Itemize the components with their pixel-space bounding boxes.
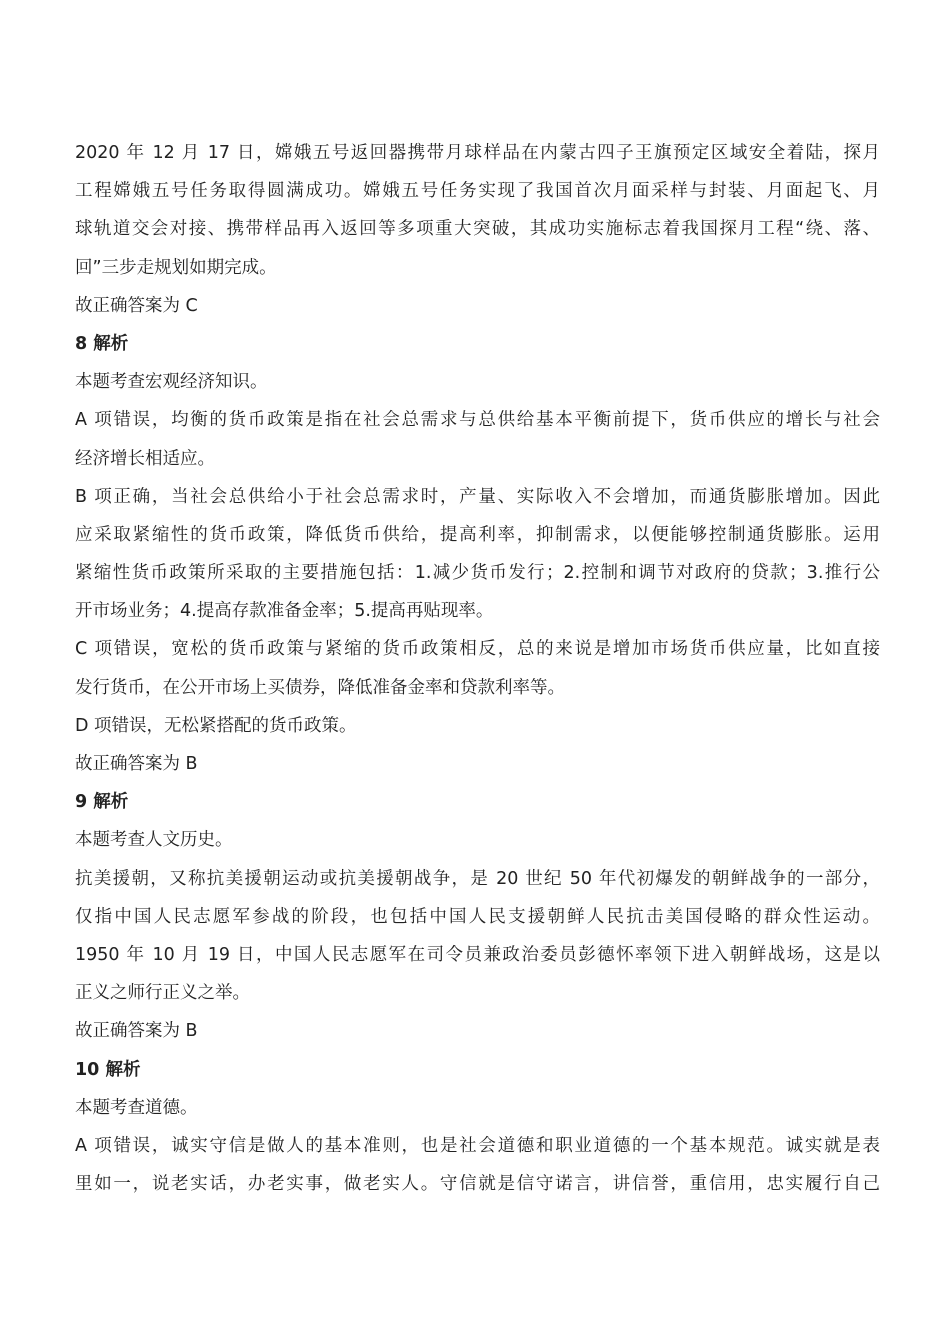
text-line: 里如一，说老实话，办老实事，做老实人。守信就是信守诺言，讲信誉，重信用，忠实履行自己	[75, 1174, 880, 1195]
section-heading: 8 解析	[75, 333, 129, 354]
text-line: A 项错误，均衡的货币政策是指在社会总需求与总供给基本平衡前提下，货币供应的增长与社会	[75, 410, 880, 431]
text-line: 故正确答案为 B	[75, 754, 198, 774]
text-line: B 项正确，当社会总供给小于社会总需求时，产量、实际收入不会增加，而通货膨胀增加。因此	[75, 486, 880, 507]
text-line: 2020 年 12 月 17 日，嫦娥五号返回器携带月球样品在内蒙古四子王旗预定区域安全着陆，探月	[75, 143, 880, 163]
text-line: 开市场业务；4.提高存款准备金率；5.提高再贴现率。	[75, 601, 494, 622]
text-line: 发行货币，在公开市场上买债券，降低准备金率和贷款利率等。	[75, 677, 565, 698]
text-line: 本题考查宏观经济知识。	[75, 372, 268, 393]
text-line: 故正确答案为 B	[75, 1021, 198, 1042]
text-line: 抗美援朝，又称抗美援朝运动或抗美援朝战争，是 20 世纪 50 年代初爆发的朝鲜战争的一部分，	[75, 868, 880, 889]
text-line: 1950 年 10 月 19 日，中国人民志愿军在司令员兼政治委员彭德怀率领下进入朝鲜战场，这是以	[75, 944, 880, 965]
text-line: 紧缩性货币政策所采取的主要措施包括：1.减少货币发行；2.控制和调节对政府的贷款；3.推行公	[75, 563, 880, 584]
text-line: 故正确答案为 C	[75, 295, 198, 316]
section-heading: 9 解析	[75, 792, 129, 813]
section-heading: 10 解析	[75, 1059, 141, 1080]
text-line: 球轨道交会对接、携带样品再入返回等多项重大突破，其成功实施标志着我国探月工程“绕、落、	[75, 219, 880, 240]
text-line: 本题考查人文历史。	[75, 830, 233, 851]
text-line: 本题考查道德。	[75, 1097, 198, 1118]
text-line: A 项错误，诚实守信是做人的基本准则，也是社会道德和职业道德的一个基本规范。诚实就是表	[75, 1135, 880, 1156]
text-line: 经济增长相适应。	[75, 448, 215, 469]
document-page	[75, 134, 880, 1203]
text-line: 正义之师行正义之举。	[75, 983, 250, 1004]
text-line: 应采取紧缩性的货币政策，降低货币供给，提高利率，抑制需求，以便能够控制通货膨胀。运用	[75, 524, 880, 545]
text-line: 仅指中国人民志愿军参战的阶段，也包括中国人民支援朝鲜人民抗击美国侵略的群众性运动。	[75, 906, 880, 927]
text-line: 回”三步走规划如期完成。	[75, 257, 277, 278]
text-line: C 项错误，宽松的货币政策与紧缩的货币政策相反，总的来说是增加市场货币供应量，比如直接	[75, 639, 880, 660]
text-line: 工程嫦娥五号任务取得圆满成功。嫦娥五号任务实现了我国首次月面采样与封装、月面起飞、月	[75, 181, 880, 202]
text-line: D 项错误，无松紧搭配的货币政策。	[75, 715, 357, 736]
